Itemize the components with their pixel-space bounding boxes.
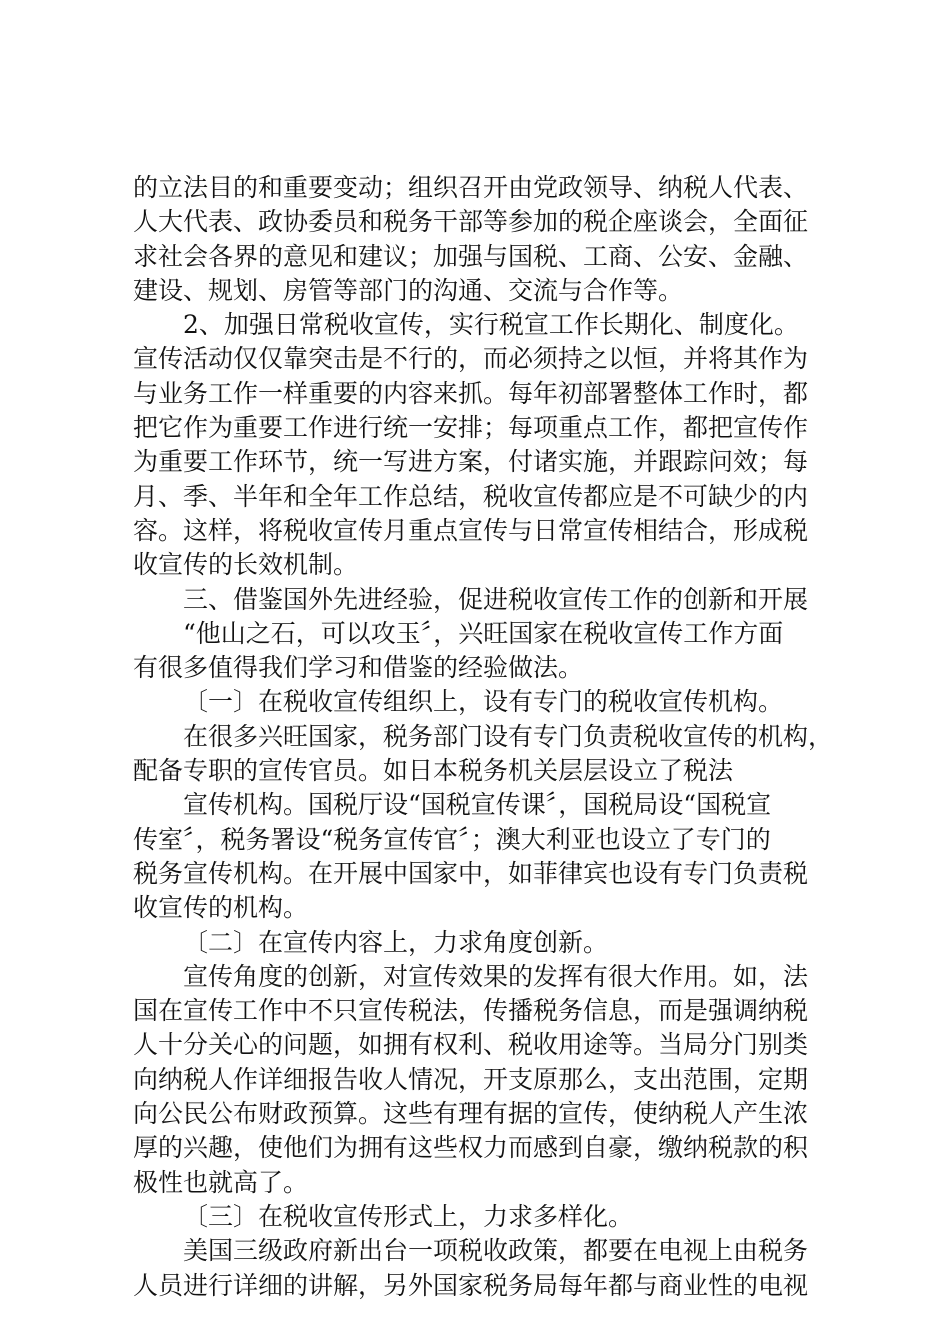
subsection-heading: 〔一〕在税收宣传组织上，设有专门的税收宣传机构。 — [183, 687, 784, 717]
text-line: 在很多兴旺国家，税务部门设有专门负责税收宣传的机构， — [183, 721, 834, 751]
section-heading: 2、加强日常税收宣传，实行税宣工作长期化、制度化。 — [183, 310, 799, 340]
document-body — [133, 171, 833, 1303]
text-line: 税务宣传机构。在开展中国家中，如菲律宾也设有专门负责税 — [133, 858, 809, 888]
text-line: 极性也就高了。 — [133, 1167, 309, 1197]
text-line: 求社会各界的意见和建议；加强与国税、工商、公安、金融、 — [133, 241, 809, 271]
text-line: 宣传活动仅仅靠突击是不行的，而必须持之以恒，并将其作为 — [133, 344, 809, 374]
subsection-heading: 〔二〕在宣传内容上，力求角度创新。 — [183, 927, 609, 957]
text-line: 美国三级政府新出台一项税收政策，都要在电视上由税务 — [183, 1236, 809, 1266]
text-line: 宣传机构。国税厅设“国税宣传课〞，国税局设“国税宣 — [183, 790, 772, 820]
text-line: 建设、规划、房管等部门的沟通、交流与合作等。 — [133, 275, 684, 305]
text-line: 与业务工作一样重要的内容来抓。每年初部署整体工作时，都 — [133, 378, 809, 408]
text-line: 配备专职的宣传官员。如日本税务机关层层设立了税法 — [133, 756, 734, 786]
section-heading: 三、借鉴国外先进经验，促进税收宣传工作的创新和开展 — [183, 584, 809, 614]
text-line: 容。这样，将税收宣传月重点宣传与日常宣传相结合，形成税 — [133, 515, 809, 545]
text-line: 人员进行详细的讲解，另外国家税务局每年都与商业性的电视 — [133, 1270, 809, 1300]
text-line: 为重要工作环节，统一写进方案，付诸实施，并跟踪问效；每 — [133, 447, 809, 477]
text-line: “他山之石，可以攻玉〞，兴旺国家在税收宣传工作方面 — [183, 618, 784, 648]
text-line: 向公民公布财政预算。这些有理有据的宣传，使纳税人产生浓 — [133, 1099, 809, 1129]
text-line: 传室〞，税务署设“税务宣传官〞；澳大利亚也设立了专门的 — [133, 824, 771, 854]
text-line: 宣传角度的创新，对宣传效果的发挥有很大作用。如，法 — [183, 961, 809, 991]
text-line: 收宣传的长效机制。 — [133, 550, 359, 580]
text-line: 把它作为重要工作进行统一安排；每项重点工作，都把宣传作 — [133, 413, 809, 443]
subsection-heading: 〔三〕在税收宣传形式上，力求多样化。 — [183, 1201, 634, 1231]
text-line: 人大代表、政协委员和税务干部等参加的税企座谈会，全面征 — [133, 207, 809, 237]
text-line: 有很多值得我们学习和借鉴的经验做法。 — [133, 653, 584, 683]
text-line: 人十分关心的问题，如拥有权利、税收用途等。当局分门别类 — [133, 1030, 809, 1060]
text-line: 厚的兴趣，使他们为拥有这些权力而感到自豪，缴纳税款的积 — [133, 1133, 809, 1163]
text-line: 向纳税人作详细报告收人情况，开支原那么，支出范围，定期 — [133, 1064, 809, 1094]
text-line: 的立法目的和重要变动；组织召开由党政领导、纳税人代表、 — [133, 173, 809, 202]
text-line: 月、季、半年和全年工作总结，税收宣传都应是不可缺少的内 — [133, 481, 809, 511]
text-line: 收宣传的机构。 — [133, 893, 309, 923]
text-line: 国在宣传工作中不只宣传税法，传播税务信息，而是强调纳税 — [133, 996, 809, 1026]
